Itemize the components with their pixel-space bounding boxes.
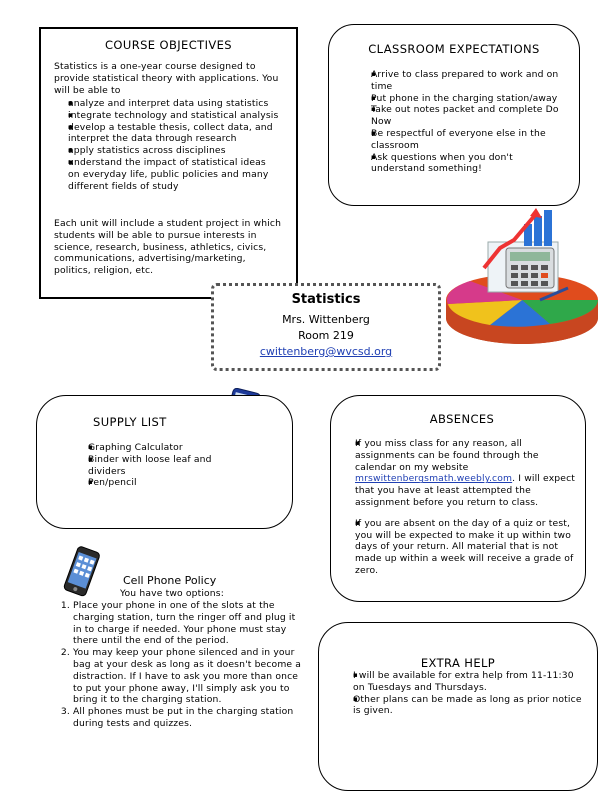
supply-list xyxy=(59,442,219,489)
absences-list xyxy=(337,438,577,577)
extra-help-list xyxy=(332,670,587,717)
list-item: ▪ apply statistics across disciplines xyxy=(54,145,280,157)
supply-list-box xyxy=(36,395,293,529)
objectives-intro: Statistics is a one-year course designed to provide statistical theory with applications. You will be able to xyxy=(54,61,279,96)
course-info-box xyxy=(211,283,441,371)
extra-help-title: EXTRA HELP xyxy=(420,656,496,670)
objectives-project: Each unit will include a student project in which students will be able to pursue interests in science, research, business, athletics, civics, communications, advertising/marketing, politics, religion, etc. xyxy=(54,218,282,277)
objectives-title: COURSE OBJECTIVES xyxy=(105,38,232,52)
room-number: Room 219 xyxy=(298,329,354,342)
list-item: ▪ Take out notes packet and complete Do Now xyxy=(343,104,563,128)
list-item: ▪ Ask questions when you don't understand something! xyxy=(343,152,563,176)
course-name: Statistics xyxy=(291,292,361,307)
teacher-email-link[interactable]: cwittenberg@wvcsd.org xyxy=(259,345,393,358)
expectations-title: CLASSROOM EXPECTATIONS xyxy=(368,42,540,56)
list-item: ▪ Put phone in the charging station/away xyxy=(343,93,563,105)
list-item: ▪ If you miss class for any reason, all assignments can be found through the calendar on my website mrswittenbergsmath.weebly.com. I will expect that you have at least attempted the assignment before you return to class. xyxy=(337,438,577,509)
list-item: ▪ Be respectful of everyone else in the classroom xyxy=(343,128,563,152)
course-objectives-box xyxy=(39,27,298,299)
list-item: 3. All phones must be put in the charging station during tests and quizzes. xyxy=(73,706,303,730)
expectations-list xyxy=(343,69,563,175)
list-item: ▪ Binder with loose leaf and dividers xyxy=(59,454,219,478)
cell-phone-icon xyxy=(56,545,106,599)
phone-policy-intro: You have two options: xyxy=(120,588,224,599)
list-item: ▪ understand the impact of statistical ideas on everyday life, public policies and many different fields of study xyxy=(54,157,280,192)
list-item: ▪ Graphing Calculator xyxy=(59,442,219,454)
list-item: ▪ Pen/pencil xyxy=(59,477,219,489)
phone-policy-list xyxy=(52,600,303,730)
list-item: ▪ integrate technology and statistical analysis xyxy=(54,110,280,122)
list-item: ▪ If you are absent on the day of a quiz or test, you will be expected to make it up within two days of your return. All material that is not made up within a week will receive a grade of zero. xyxy=(337,518,577,577)
extra-help-box xyxy=(318,622,598,791)
phone-policy-title: Cell Phone Policy xyxy=(123,574,217,587)
list-item: ▪ Arrive to class prepared to work and on time xyxy=(343,69,563,93)
teacher-name: Mrs. Wittenberg xyxy=(282,313,370,326)
list-item: 1. Place your phone in one of the slots at the charging station, turn the ringer off and plug it in to charge if needed. Your phone must stay there until the end of the period. xyxy=(73,600,303,647)
list-item: ▪ I will be available for extra help from 11-11:30 on Tuesdays and Thursdays. xyxy=(332,670,587,694)
list-item: 2. You may keep your phone silenced and in your bag at your desk as long as it doesn't become a distraction. If I have to ask you more than once to put your phone away, I'll simply ask you to bring it to the charging station. xyxy=(73,647,303,706)
pie-chart-calculator-illustration xyxy=(440,208,600,348)
list-item: ▪ analyze and interpret data using statistics xyxy=(54,98,280,110)
list-item: ▪ Other plans can be made as long as prior notice is given. xyxy=(332,694,587,718)
objectives-list xyxy=(54,98,280,192)
supply-title: SUPPLY LIST xyxy=(93,415,167,429)
absences-title: ABSENCES xyxy=(429,412,495,426)
website-link[interactable]: mrswittenbergsmath.weebly.com xyxy=(355,473,513,485)
classroom-expectations-box xyxy=(328,24,580,206)
list-item: ▪ develop a testable thesis, collect data, and interpret the data through research xyxy=(54,122,280,146)
absences-box xyxy=(330,395,586,602)
